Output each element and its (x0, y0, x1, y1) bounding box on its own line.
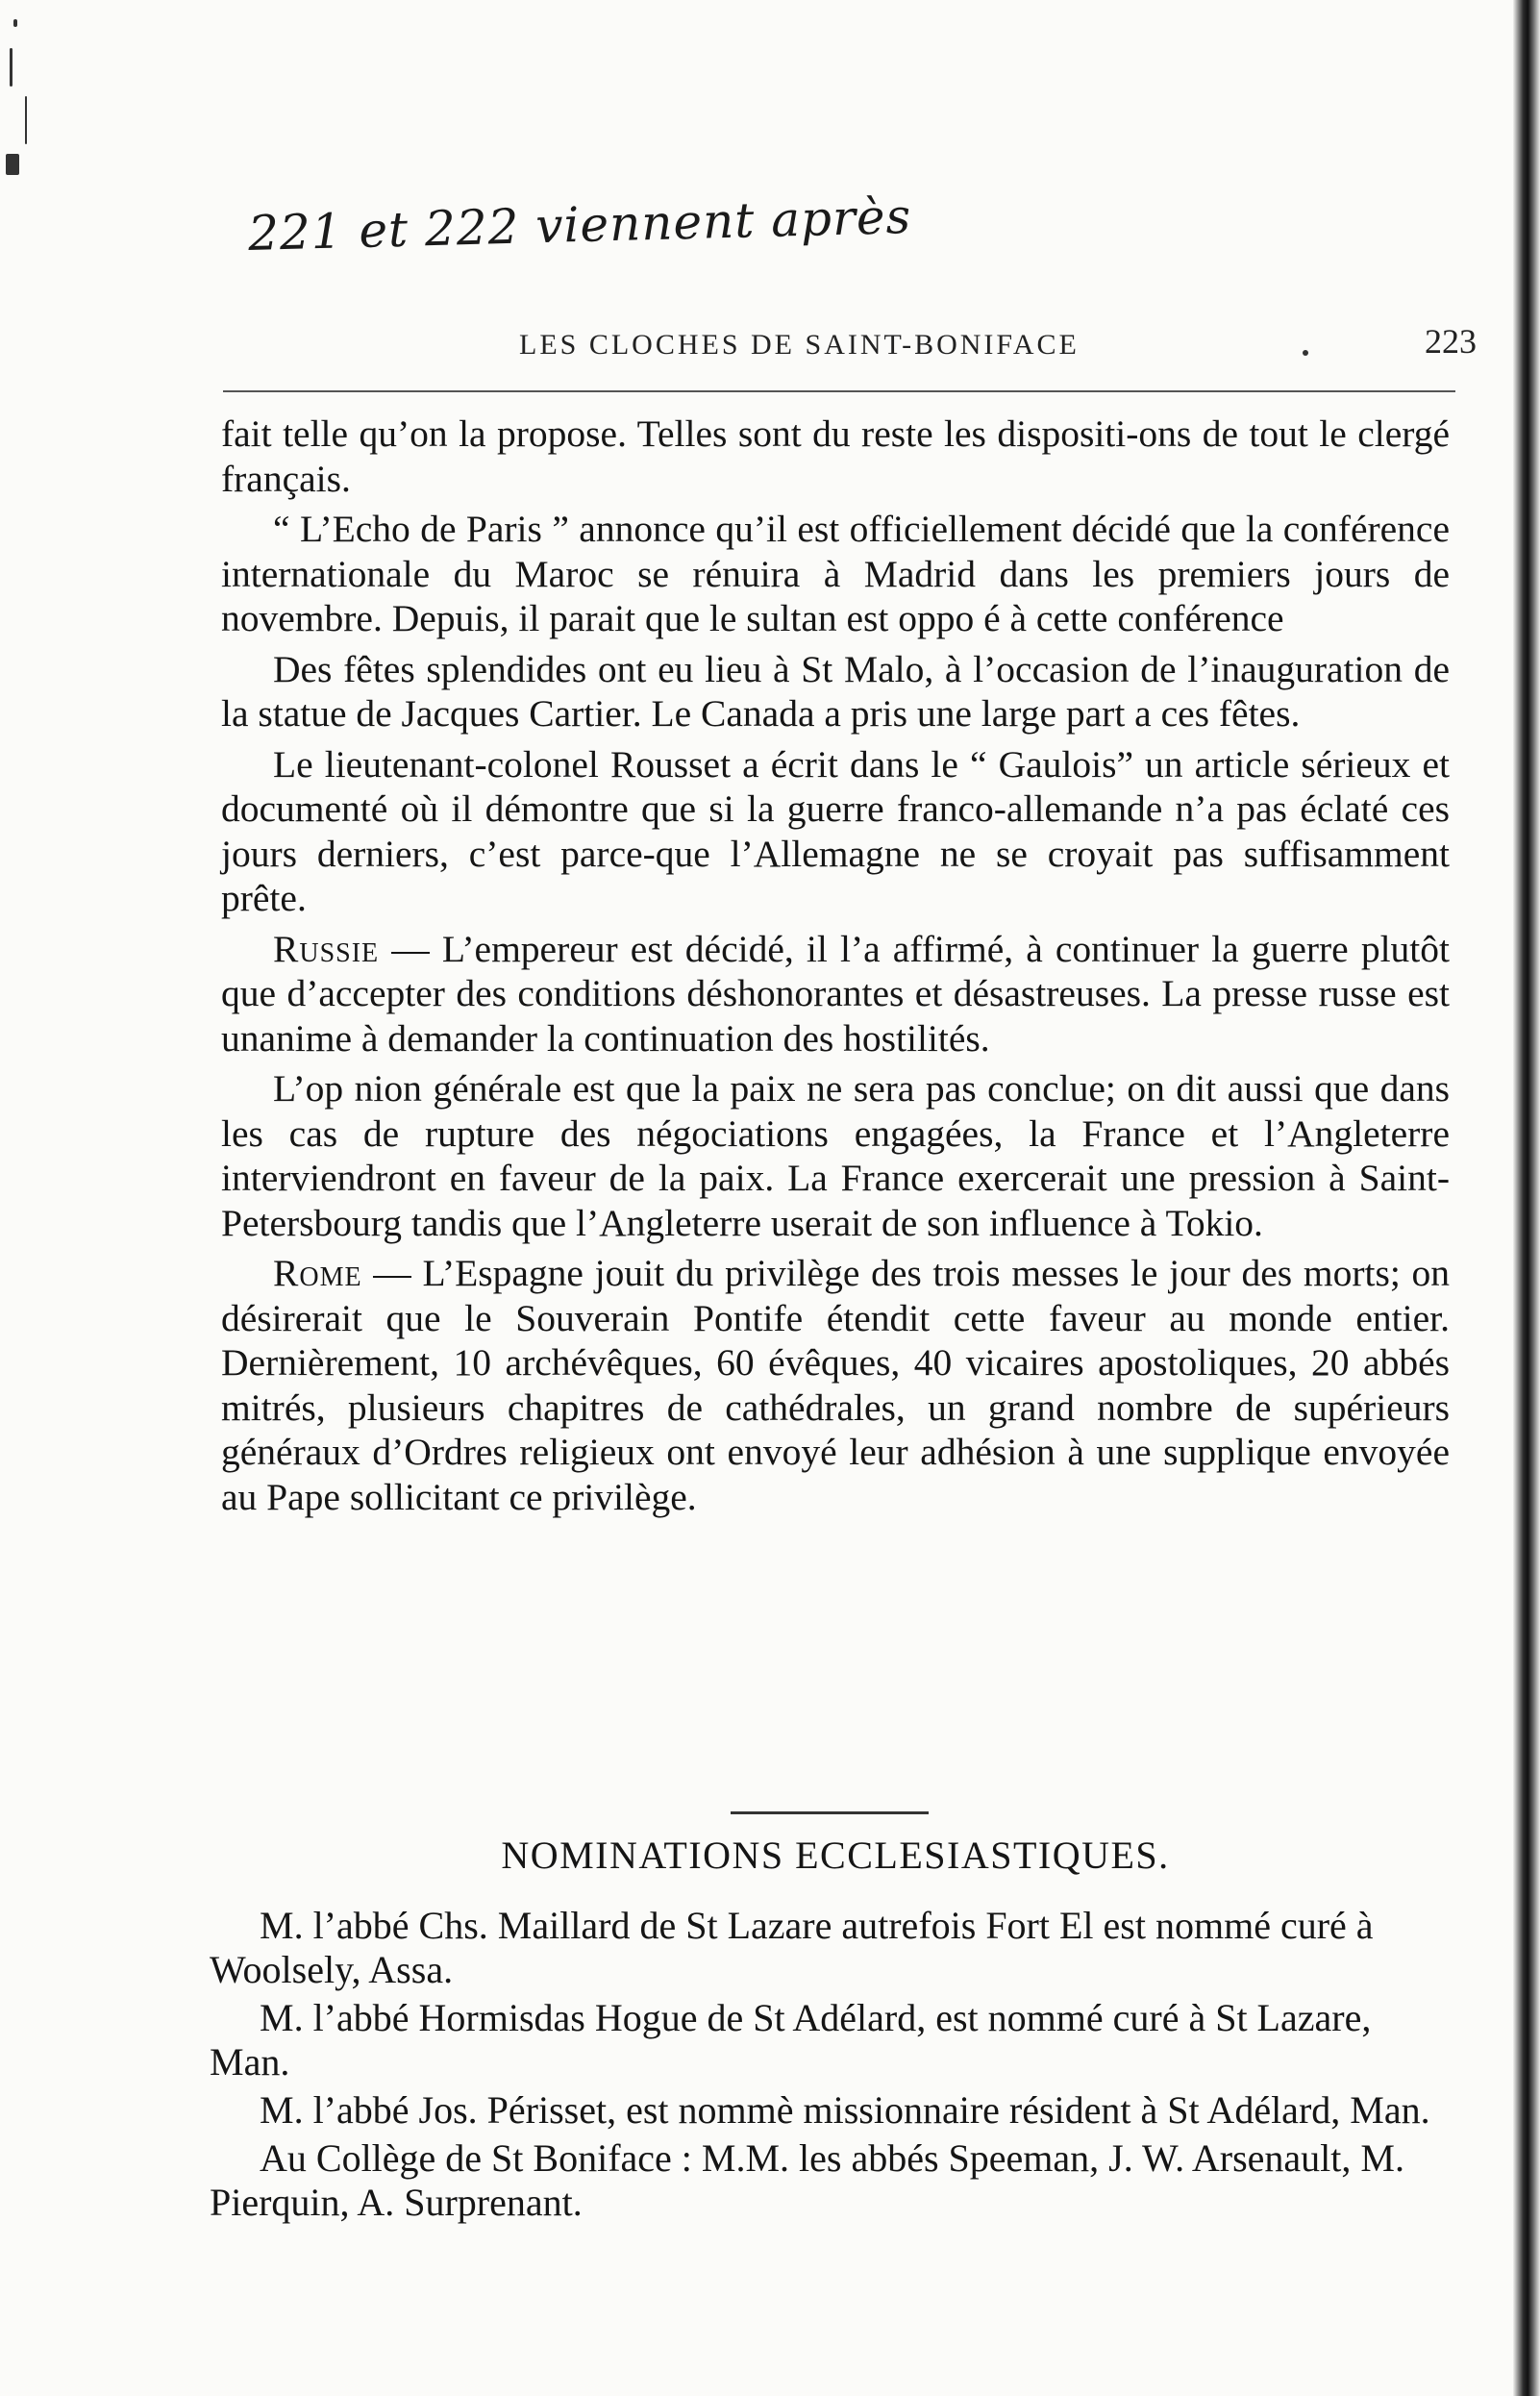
nomination-entry: M. l’abbé Jos. Périsset, est nommè missionnaire résident à St Adélard, Man. (260, 2088, 1430, 2132)
header-rule (223, 390, 1455, 392)
section-title: NOMINATIONS ECCLESIASTIQUES. (501, 1834, 1170, 1877)
binding-shadow (1513, 0, 1540, 2396)
paragraph-text: L’op nion générale est que la paix ne sera pas conclue; on dit aussi que dans les cas de rupture des négociations engagées, la France et l’Angleterre interviendront en faveur de la paix. La France exercerait une pression à Saint-Petersbourg tandis que l’Angleterre userait de son influence à Tokio. (221, 1067, 1450, 1244)
article-body (221, 412, 1450, 1525)
paragraph-text: — L’Espagne jouit du privilège des trois messes le jour des morts; on désirerait que le Souverain Pontife étendit cette faveur au monde entier. Dernièrement, 10 archévêques, 60 évêques, 40 vicaires apostoliques, 20 abbés mitrés, plusieurs chapitres de cathédrales, un grand nombre de supérieurs généraux d’Ordres religieux ont envoyé leur adhésion à une supplique envoyée au Pape sollicitant ce privilège. (221, 1252, 1450, 1518)
paragraph-lead: Russie (273, 927, 380, 970)
paragraph-text: Le lieutenant-colonel Rousset a écrit dans le “ Gaulois” un article sérieux et documenté où il démontre que si la guerre franco-allemande n’a pas éclaté ces jours derniers, c’est parce-que l’Allemagne ne se croyait pas suffisamment prête. (221, 742, 1450, 919)
paragraph-text: “ L’Echo de Paris ” annonce qu’il est officiellement décidé que la conférence internationale du Maroc se rénuira à Madrid dans les premiers jours de novembre. Depuis, il parait que le sultan est oppo é à cette conférence (221, 508, 1450, 639)
nomination-entry: M. l’abbé Chs. Maillard de St Lazare autrefois Fort El est nommé curé à Woolsely, Assa. (210, 1904, 1374, 1991)
paragraph-lead: Rome (273, 1252, 362, 1294)
paragraph (221, 742, 1450, 921)
paragraph (221, 412, 1450, 501)
paragraph-text: Des fêtes splendides ont eu lieu à St Malo, à l’occasion de l’inauguration de la statue de Jacques Cartier. Le Canada a pris une large part a ces fêtes. (221, 647, 1450, 735)
running-head-title: LES CLOCHES DE SAINT-BONIFACE (519, 329, 1080, 361)
nomination-entry: Au Collège de St Boniface : M.M. les abbés Speeman, J. W. Arsenault, M. Pierquin, A. Surprenant. (210, 2136, 1404, 2224)
nomination-entry: M. l’abbé Hormisdas Hogue de St Adélard, est nommé curé à St Lazare, Man. (210, 1996, 1372, 2084)
handwritten-annotation: 221 et 222 viennent après (247, 187, 912, 262)
paragraph-text: fait telle qu’on la propose. Telles sont du reste les dispositi-ons de tout le clergé français. (221, 412, 1450, 500)
page-number: 223 (1425, 322, 1477, 361)
scan-edge-marks (6, 19, 40, 192)
paragraph (221, 507, 1450, 641)
running-head-dot (1303, 350, 1308, 356)
section-divider (731, 1811, 929, 1814)
paragraph-text: — L’empereur est décidé, il l’a affirmé, à continuer la guerre plutôt que d’accepter des conditions déshonorantes et désastreuses. La presse russe est unanime à demander la continuation des hostilités. (221, 927, 1450, 1060)
nominations-list (210, 1904, 1450, 2229)
paragraph (221, 647, 1450, 736)
paragraph (221, 1251, 1450, 1519)
paragraph (221, 927, 1450, 1061)
paragraph (221, 1066, 1450, 1245)
